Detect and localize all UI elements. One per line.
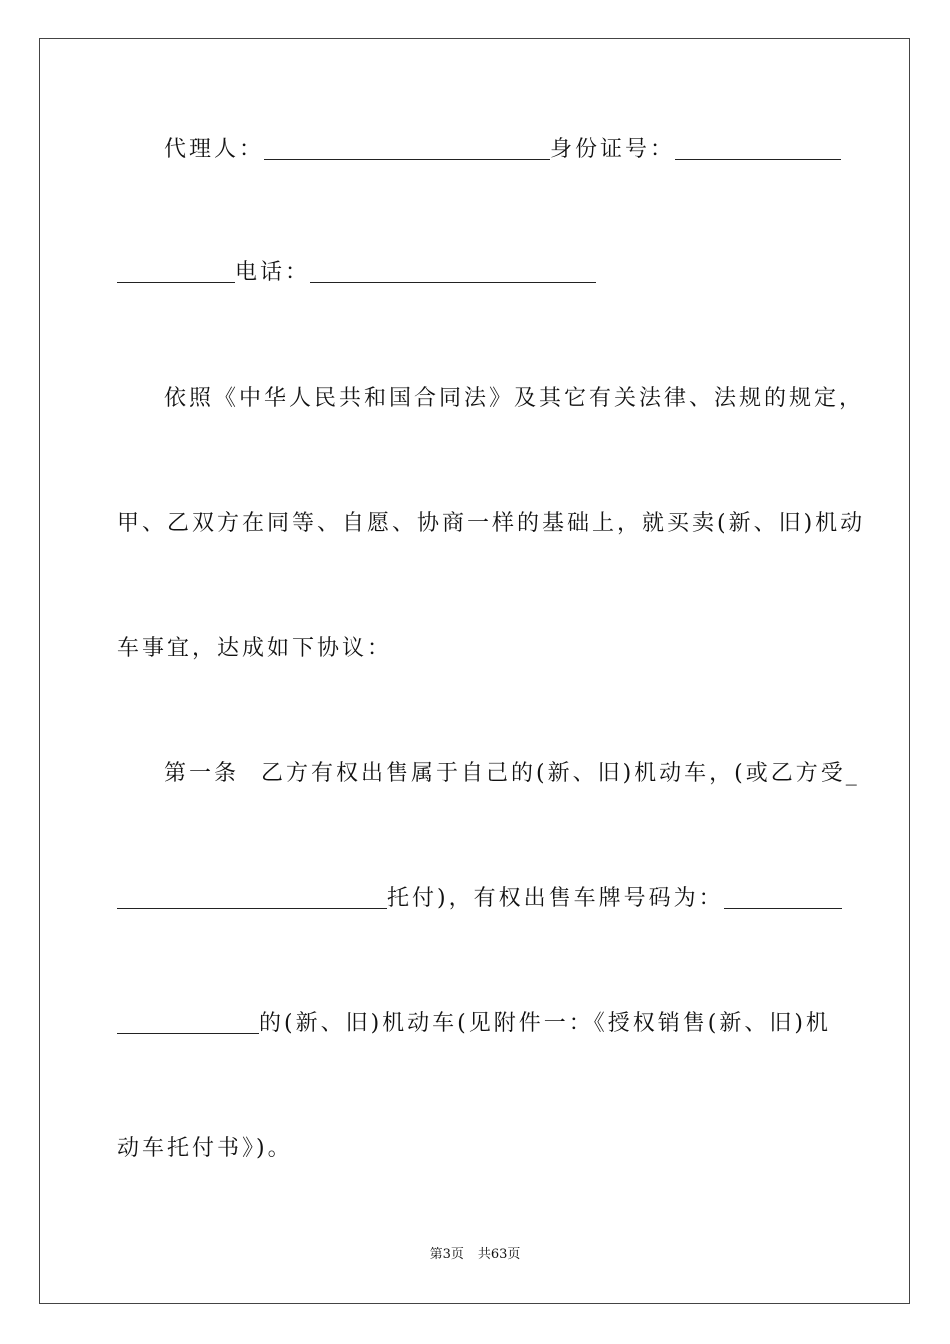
page-border [39,38,910,1304]
article-1-line-3 [117,1007,837,1041]
article-text: 乙方有权出售属于自己的(新、旧)机动车，(或乙方受_ [261,761,860,786]
page-number: 第3页 [429,1247,464,1262]
id-blank-continued [117,258,235,283]
entrust-blank [117,884,387,909]
phone-label: 电话： [235,260,311,285]
phone-line [117,256,837,290]
paragraph-line: 车事宜，达成如下协议： [117,636,393,661]
paragraph-line: 甲、乙双方在同等、自愿、协商一样的基础上，就买卖(新、旧)机动 [117,511,866,536]
article-1-line-2 [117,882,837,916]
page-total: 共63页 [477,1247,521,1262]
phone-blank [310,258,596,283]
plate-blank [724,884,842,909]
paragraph-line: 依照《中华人民共和国合同法》及其它有关法律、法规的规定， [164,386,865,411]
article-text: 的(新、旧)机动车(见附件一：《授权销售(新、旧)机 [259,1011,831,1036]
id-label: 身份证号： [550,137,676,162]
agent-label: 代理人： [164,137,265,162]
plate-blank-continued [117,1009,259,1034]
agent-line [164,133,884,167]
article-1-line [164,757,884,791]
page-footer [0,1246,950,1264]
article-1-line-4: 动车托付书》)。 [117,1136,293,1161]
article-text: 托付)，有权出售车牌号码为： [387,886,724,911]
id-blank [675,135,841,160]
agent-blank [264,135,550,160]
article-label: 第一条 [164,761,240,786]
